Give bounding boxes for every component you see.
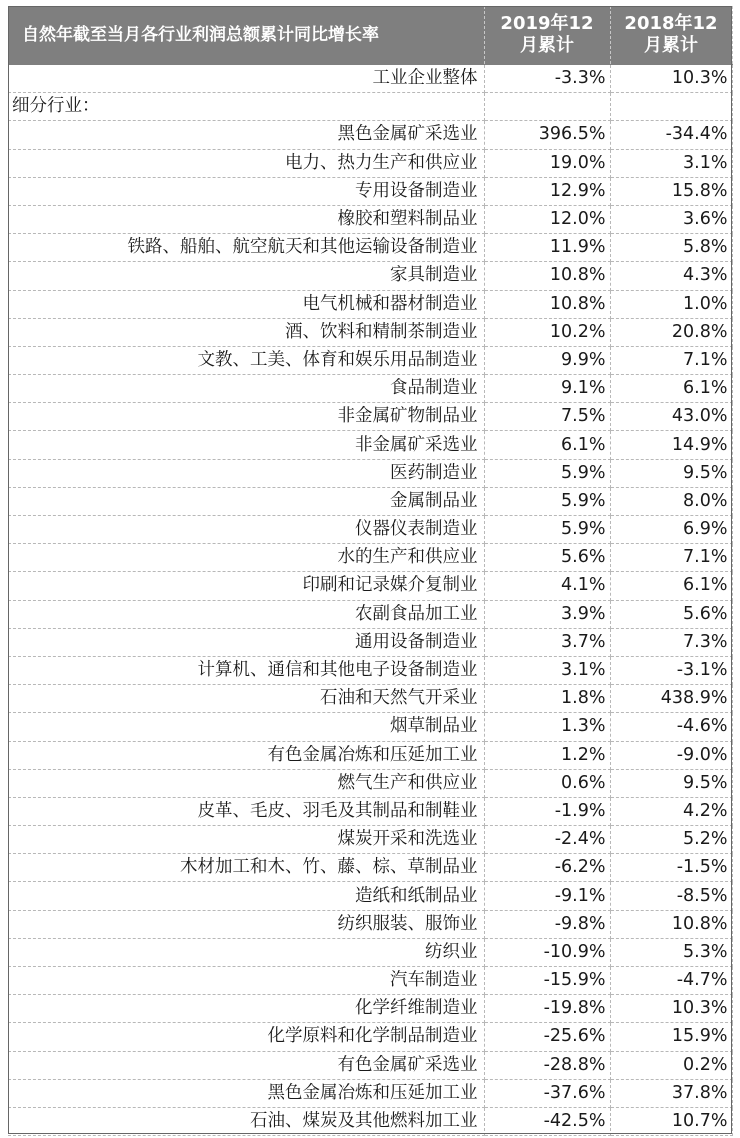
table-row	[8, 177, 732, 205]
table-row	[8, 713, 732, 741]
growth-2019-cell: 1.8%	[484, 685, 610, 713]
table-row	[8, 572, 732, 600]
growth-2019-cell: 7.5%	[484, 403, 610, 431]
industry-name-cell: 石油和天然气开采业	[8, 685, 484, 713]
industry-name-cell: 非金属矿采选业	[8, 431, 484, 459]
table-row	[8, 318, 732, 346]
industry-name-cell: 食品制造业	[8, 375, 484, 403]
table-row	[8, 1079, 732, 1107]
growth-2019-cell: 5.9%	[484, 487, 610, 515]
industry-name-cell: 化学原料和化学制品制造业	[8, 1023, 484, 1051]
industry-name-cell: 皮革、毛皮、羽毛及其制品和制鞋业	[8, 797, 484, 825]
industry-name-cell: 黑色金属矿采选业	[8, 121, 484, 149]
growth-2018-cell: 6.1%	[610, 572, 732, 600]
growth-2018-cell: 8.0%	[610, 487, 732, 515]
table-row	[8, 459, 732, 487]
growth-2018-cell: 3.6%	[610, 205, 732, 233]
table-row	[8, 65, 732, 93]
growth-2018-cell	[610, 93, 732, 121]
table-row	[8, 262, 732, 290]
table-row	[8, 967, 732, 995]
growth-2018-cell: -4.7%	[610, 967, 732, 995]
growth-2019-cell: 0.6%	[484, 769, 610, 797]
table-row	[8, 628, 732, 656]
growth-2019-cell: -9.8%	[484, 910, 610, 938]
table-row	[8, 1023, 732, 1051]
growth-2019-cell: 5.6%	[484, 544, 610, 572]
header-industry-name: 自然年截至当月各行业利润总额累计同比增长率	[8, 6, 484, 65]
growth-2018-cell: 9.5%	[610, 459, 732, 487]
growth-2018-cell: 5.8%	[610, 234, 732, 262]
growth-2019-cell: -42.5%	[484, 1107, 610, 1135]
table-header	[8, 6, 732, 65]
table-row	[8, 487, 732, 515]
growth-2018-cell: 15.9%	[610, 1023, 732, 1051]
growth-2018-cell: 5.2%	[610, 826, 732, 854]
growth-2019-cell: 10.8%	[484, 262, 610, 290]
industry-name-cell: 有色金属矿采选业	[8, 1051, 484, 1079]
growth-2019-cell: 3.1%	[484, 656, 610, 684]
growth-2019-cell: 11.9%	[484, 234, 610, 262]
table-row	[8, 431, 732, 459]
growth-2018-cell: 6.9%	[610, 516, 732, 544]
table-row	[8, 375, 732, 403]
growth-2019-cell: 19.0%	[484, 149, 610, 177]
table-row	[8, 741, 732, 769]
growth-2018-cell: 0.2%	[610, 1051, 732, 1079]
table-row	[8, 516, 732, 544]
table-row	[8, 1051, 732, 1079]
growth-2018-cell: 3.1%	[610, 149, 732, 177]
growth-2019-cell: -10.9%	[484, 938, 610, 966]
industry-name-cell: 工业企业整体	[8, 65, 484, 93]
table-row	[8, 854, 732, 882]
header-2018-dec-cumulative	[610, 6, 732, 65]
industry-name-cell: 印刷和记录媒介复制业	[8, 572, 484, 600]
industry-name-cell: 专用设备制造业	[8, 177, 484, 205]
growth-2019-cell: 5.9%	[484, 516, 610, 544]
table-row	[8, 600, 732, 628]
industry-name-cell: 黑色金属冶炼和压延加工业	[8, 1079, 484, 1107]
growth-2018-cell: 15.8%	[610, 177, 732, 205]
growth-2018-cell: 9.5%	[610, 769, 732, 797]
growth-2019-cell: 12.9%	[484, 177, 610, 205]
growth-2019-cell: 10.8%	[484, 290, 610, 318]
growth-2019-cell: 12.0%	[484, 205, 610, 233]
industry-name-cell: 纺织服装、服饰业	[8, 910, 484, 938]
table-row	[8, 544, 732, 572]
table-row	[8, 826, 732, 854]
industry-name-cell: 仪器仪表制造业	[8, 516, 484, 544]
industry-name-cell: 金属制品业	[8, 487, 484, 515]
table-row	[8, 938, 732, 966]
header-2019-dec-cumulative	[484, 6, 610, 65]
growth-2019-cell: -2.4%	[484, 826, 610, 854]
industry-name-cell: 燃气生产和供应业	[8, 769, 484, 797]
growth-2019-cell: 3.7%	[484, 628, 610, 656]
growth-2019-cell: -3.3%	[484, 65, 610, 93]
industry-name-cell: 通用设备制造业	[8, 628, 484, 656]
table-row	[8, 769, 732, 797]
industry-name-cell: 文教、工美、体育和娱乐用品制造业	[8, 346, 484, 374]
growth-2019-cell: -15.9%	[484, 967, 610, 995]
growth-2019-cell: 1.2%	[484, 741, 610, 769]
growth-2019-cell: 6.1%	[484, 431, 610, 459]
growth-2018-cell: 7.1%	[610, 346, 732, 374]
growth-2019-cell: -1.9%	[484, 797, 610, 825]
growth-2018-cell: 6.1%	[610, 375, 732, 403]
profit-growth-table-container	[8, 6, 732, 1132]
growth-2018-cell: 37.8%	[610, 1079, 732, 1107]
growth-2019-cell: 4.1%	[484, 572, 610, 600]
growth-2018-cell: 10.3%	[610, 995, 732, 1023]
growth-2019-cell: 3.9%	[484, 600, 610, 628]
table-row	[8, 346, 732, 374]
header-2019-line1: 2019年12	[500, 13, 594, 34]
table-row	[8, 1107, 732, 1135]
growth-2019-cell	[484, 93, 610, 121]
growth-2018-cell: 4.3%	[610, 262, 732, 290]
growth-2018-cell: 1.0%	[610, 290, 732, 318]
growth-2018-cell: 5.3%	[610, 938, 732, 966]
growth-2018-cell: -1.5%	[610, 854, 732, 882]
growth-2019-cell: 9.1%	[484, 375, 610, 403]
growth-2018-cell: 10.8%	[610, 910, 732, 938]
growth-2018-cell: -8.5%	[610, 882, 732, 910]
header-2019-line2: 月累计	[520, 35, 574, 56]
industry-name-cell: 医药制造业	[8, 459, 484, 487]
growth-2019-cell: -9.1%	[484, 882, 610, 910]
growth-2018-cell: -9.0%	[610, 741, 732, 769]
growth-2019-cell: 10.2%	[484, 318, 610, 346]
table-row	[8, 403, 732, 431]
table-row	[8, 121, 732, 149]
growth-2019-cell: 9.9%	[484, 346, 610, 374]
industry-name-cell: 汽车制造业	[8, 967, 484, 995]
table-row	[8, 205, 732, 233]
section-label: 细分行业：	[8, 93, 484, 121]
industry-name-cell: 非金属矿物制品业	[8, 403, 484, 431]
growth-2018-cell: 7.1%	[610, 544, 732, 572]
table-row	[8, 149, 732, 177]
industry-name-cell: 化学纤维制造业	[8, 995, 484, 1023]
growth-2019-cell: -37.6%	[484, 1079, 610, 1107]
profit-growth-table	[8, 6, 733, 1136]
growth-2019-cell: -25.6%	[484, 1023, 610, 1051]
growth-2018-cell: -4.6%	[610, 713, 732, 741]
growth-2018-cell: 43.0%	[610, 403, 732, 431]
industry-name-cell: 计算机、通信和其他电子设备制造业	[8, 656, 484, 684]
industry-name-cell: 铁路、船舶、航空航天和其他运输设备制造业	[8, 234, 484, 262]
growth-2018-cell: 438.9%	[610, 685, 732, 713]
header-2018-line1: 2018年12	[624, 13, 718, 34]
industry-name-cell: 酒、饮料和精制茶制造业	[8, 318, 484, 346]
table-row	[8, 910, 732, 938]
growth-2019-cell: 396.5%	[484, 121, 610, 149]
growth-2018-cell: 5.6%	[610, 600, 732, 628]
industry-name-cell: 造纸和纸制品业	[8, 882, 484, 910]
growth-2018-cell: 10.7%	[610, 1107, 732, 1135]
industry-name-cell: 烟草制品业	[8, 713, 484, 741]
table-body	[8, 65, 732, 1136]
industry-name-cell: 煤炭开采和洗选业	[8, 826, 484, 854]
growth-2018-cell: 14.9%	[610, 431, 732, 459]
growth-2018-cell: -3.1%	[610, 656, 732, 684]
header-row	[8, 6, 732, 65]
growth-2018-cell: -34.4%	[610, 121, 732, 149]
table-row	[8, 797, 732, 825]
industry-name-cell: 水的生产和供应业	[8, 544, 484, 572]
table-row	[8, 685, 732, 713]
growth-2018-cell: 4.2%	[610, 797, 732, 825]
table-row	[8, 234, 732, 262]
industry-name-cell: 家具制造业	[8, 262, 484, 290]
industry-name-cell: 有色金属冶炼和压延加工业	[8, 741, 484, 769]
table-row	[8, 290, 732, 318]
industry-name-cell: 木材加工和木、竹、藤、棕、草制品业	[8, 854, 484, 882]
industry-name-cell: 橡胶和塑料制品业	[8, 205, 484, 233]
industry-name-cell: 纺织业	[8, 938, 484, 966]
growth-2019-cell: 5.9%	[484, 459, 610, 487]
growth-2019-cell: -28.8%	[484, 1051, 610, 1079]
growth-2018-cell: 7.3%	[610, 628, 732, 656]
table-row	[8, 656, 732, 684]
section-row	[8, 93, 732, 121]
growth-2018-cell: 20.8%	[610, 318, 732, 346]
growth-2019-cell: -19.8%	[484, 995, 610, 1023]
growth-2019-cell: -6.2%	[484, 854, 610, 882]
growth-2018-cell: 10.3%	[610, 65, 732, 93]
industry-name-cell: 电气机械和器材制造业	[8, 290, 484, 318]
growth-2019-cell: 1.3%	[484, 713, 610, 741]
industry-name-cell: 农副食品加工业	[8, 600, 484, 628]
table-row	[8, 995, 732, 1023]
header-2018-line2: 月累计	[644, 35, 698, 56]
industry-name-cell: 石油、煤炭及其他燃料加工业	[8, 1107, 484, 1135]
table-row	[8, 882, 732, 910]
industry-name-cell: 电力、热力生产和供应业	[8, 149, 484, 177]
